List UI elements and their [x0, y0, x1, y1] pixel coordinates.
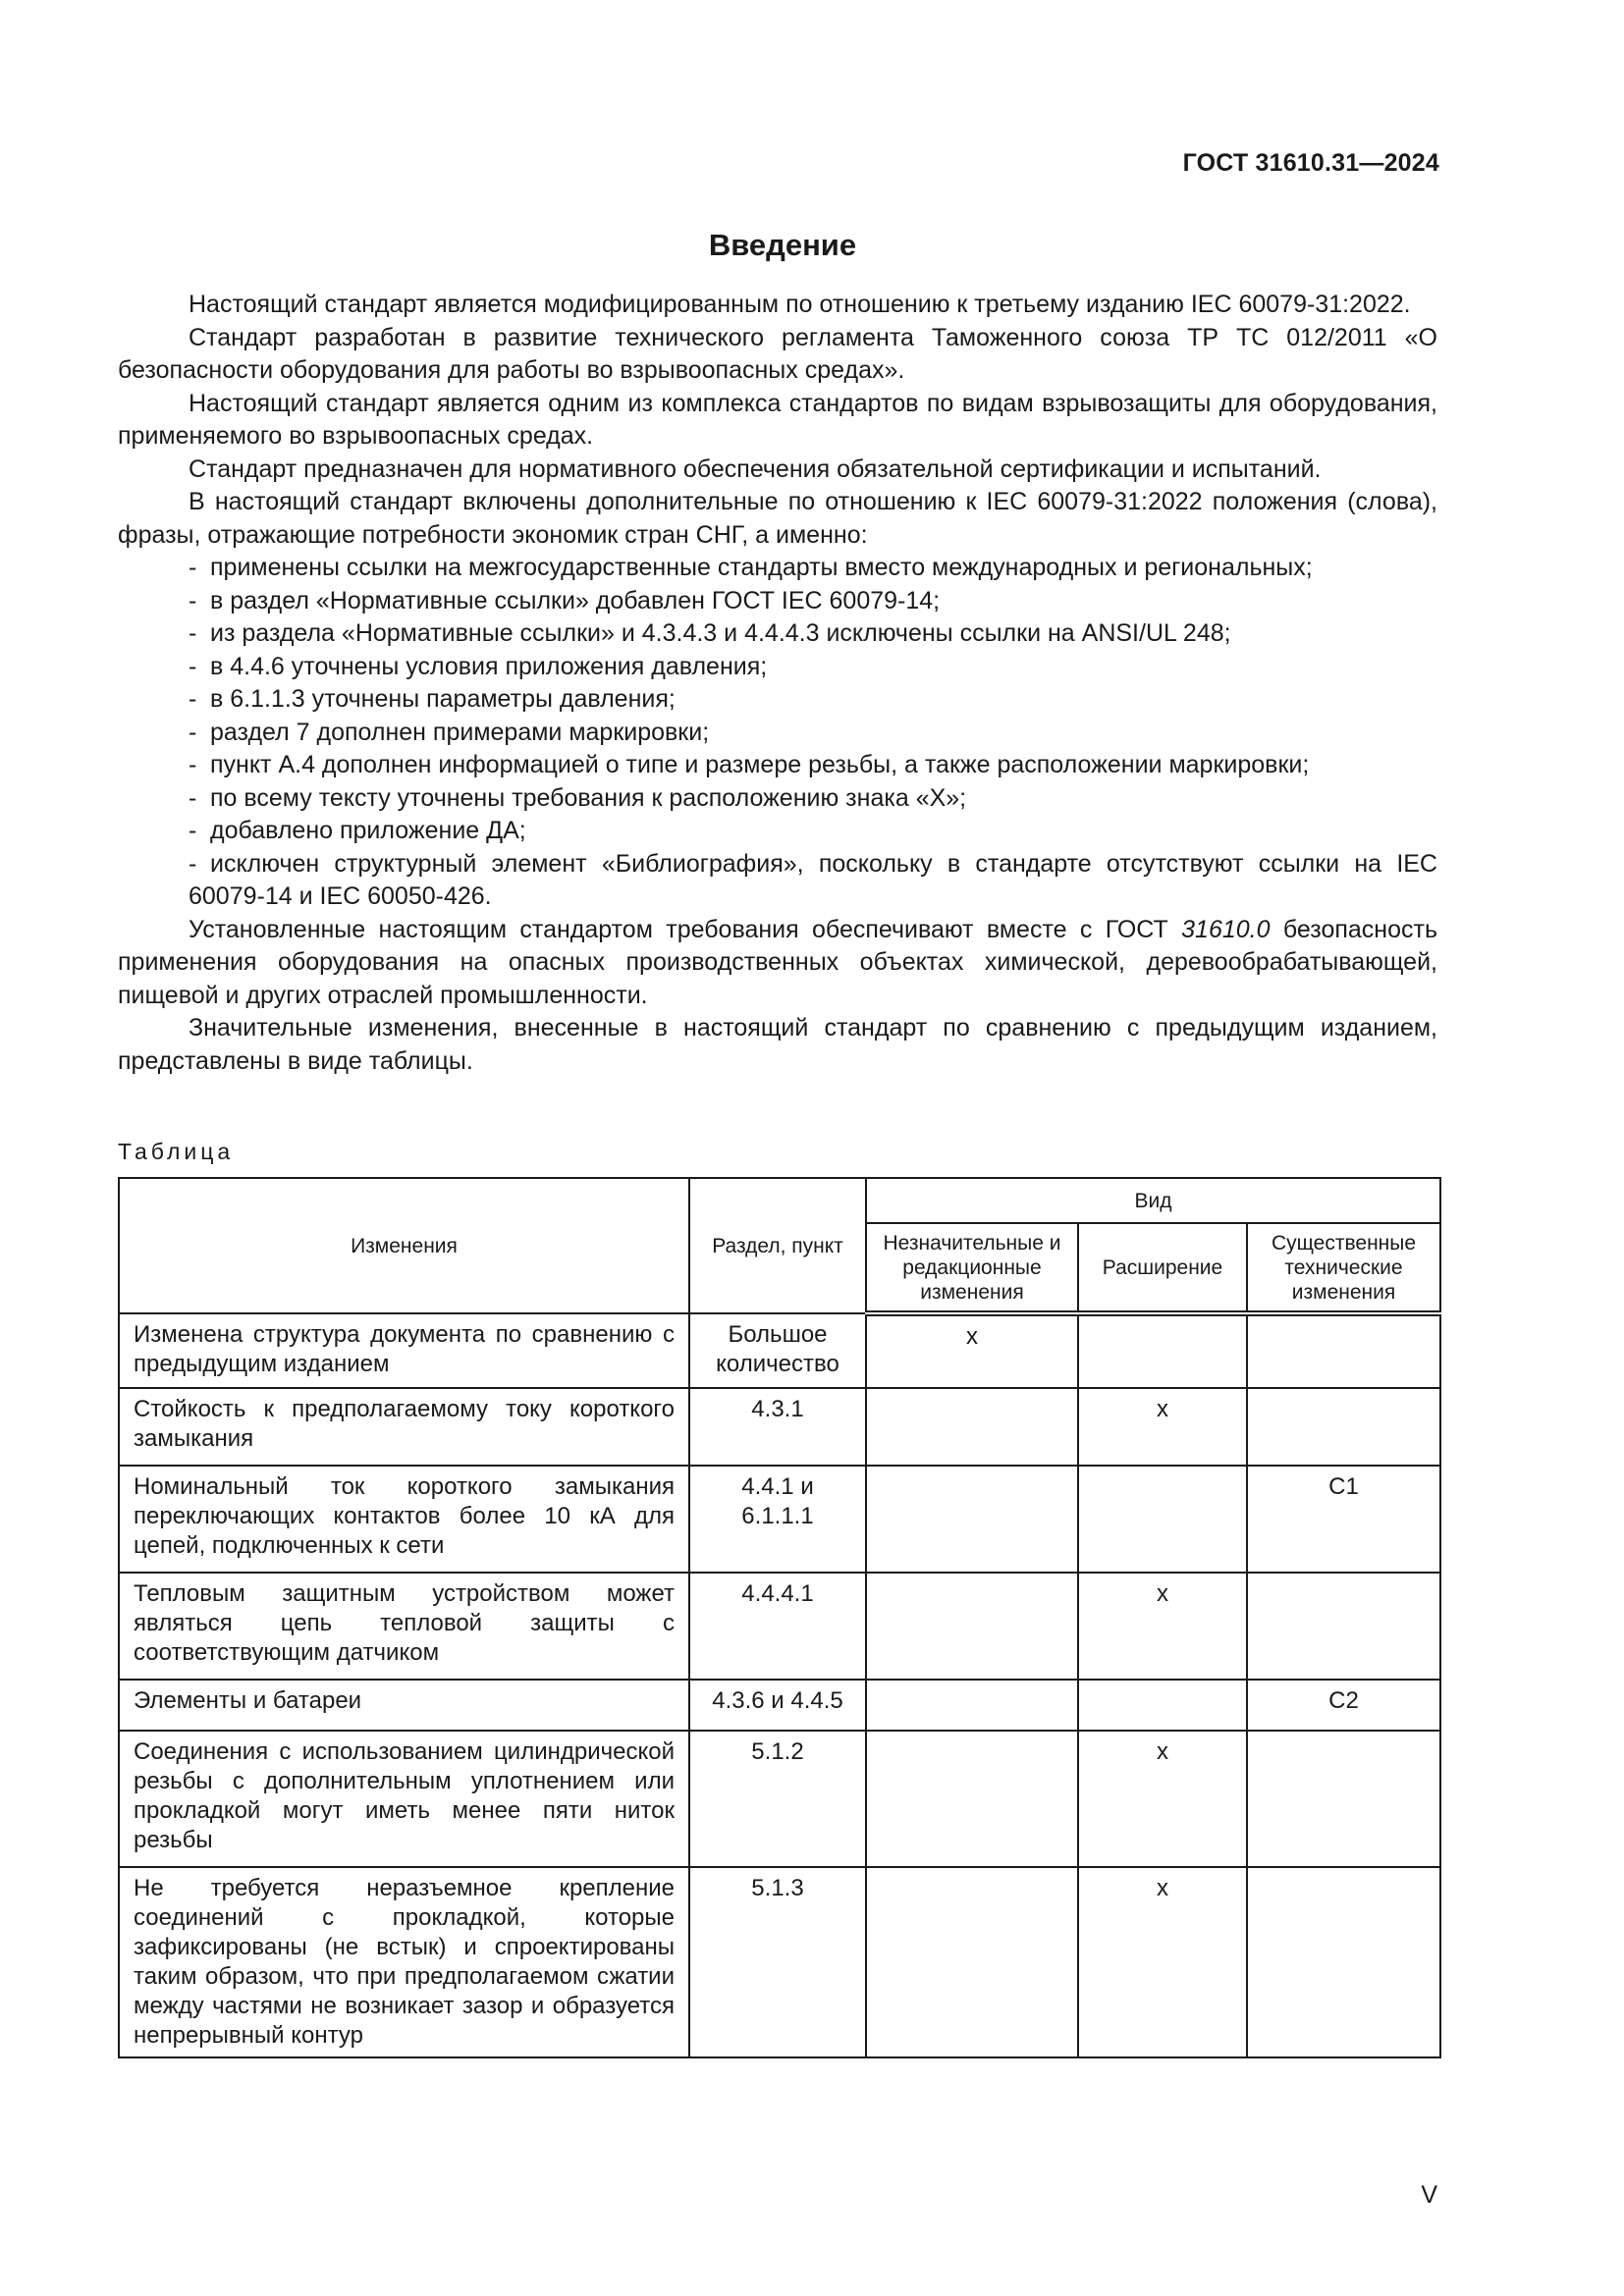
dash-bullet: -	[189, 751, 197, 778]
list-item-text: исключен структурный элемент «Библиография», поскольку в стандарте отсутствуют ссылки на IEC 60079-14 и IEC 60050-426.	[189, 849, 1437, 910]
list-item-text: в раздел «Нормативные ссылки» добавлен ГОСТ IEC 60079-14;	[210, 586, 941, 614]
header-extension: Расширение	[1078, 1223, 1247, 1313]
cell-minor	[866, 1867, 1078, 2057]
list-item-text: применены ссылки на межгосударственные стандарты вместо международных и региональных;	[210, 554, 1313, 581]
table-row	[119, 1388, 1440, 1466]
list-item-text: в 6.1.1.3 уточнены параметры давления;	[210, 685, 676, 713]
paragraph-text: безопасность применения оборудования на опасных производственных объектах химической, деревообрабатывающей, пищевой и других отраслей промышленности.	[118, 915, 1437, 1009]
list-item	[118, 717, 1437, 750]
paragraph: Значительные изменения, внесенные в настоящий стандарт по сравнению с предыдущим изданием, представлены в виде таблицы.	[118, 1014, 1437, 1075]
dash-bullet: -	[189, 619, 197, 647]
cell-major	[1247, 1388, 1440, 1466]
cell-change: Изменена структура документа по сравнению с предыдущим изданием	[119, 1313, 689, 1388]
dash-bullet: -	[189, 849, 197, 878]
cell-minor: x	[866, 1313, 1078, 1388]
paragraph	[118, 914, 1437, 1013]
cell-section: 5.1.2	[689, 1731, 866, 1867]
cell-major	[1247, 1731, 1440, 1867]
cell-section: 5.1.3	[689, 1867, 866, 2057]
cell-extension: x	[1078, 1573, 1247, 1680]
cell-change: Номинальный ток короткого замыкания переключающих контактов более 10 кА для цепей, подключенных к сети	[119, 1466, 689, 1573]
dash-bullet: -	[189, 718, 197, 746]
cell-major: С2	[1247, 1680, 1440, 1731]
standard-reference: 31610.0	[1181, 915, 1271, 943]
dash-bullet: -	[189, 783, 197, 812]
list-item	[118, 848, 1437, 914]
paragraph-text: Установленные настоящим стандартом требования обеспечивают вместе с ГОСТ	[189, 915, 1182, 943]
cell-minor	[866, 1731, 1078, 1867]
list-item	[118, 617, 1437, 651]
header-changes: Изменения	[119, 1178, 689, 1313]
dash-bullet: -	[189, 586, 197, 614]
cell-change: Тепловым защитным устройством может являться цепь тепловой защиты с соответствующим датчиком	[119, 1573, 689, 1680]
paragraph: Стандарт предназначен для нормативного обеспечения обязательной сертификации и испытаний.	[189, 454, 1322, 483]
cell-major	[1247, 1313, 1440, 1388]
cell-extension	[1078, 1313, 1247, 1388]
cell-change: Соединения с использованием цилиндрической резьбы с дополнительным уплотнением или прокладкой могут иметь менее пяти ниток резьбы	[119, 1731, 689, 1867]
cell-section: Большое количество	[689, 1313, 866, 1388]
page-number: V	[1421, 2181, 1437, 2209]
table-row	[119, 1731, 1440, 1867]
list-item	[118, 749, 1437, 782]
list-item	[118, 815, 1437, 848]
dash-bullet: -	[189, 652, 197, 680]
cell-major	[1247, 1573, 1440, 1680]
cell-extension: x	[1078, 1731, 1247, 1867]
cell-major	[1247, 1867, 1440, 2057]
table-row	[119, 1573, 1440, 1680]
cell-section: 4.3.1	[689, 1388, 866, 1466]
cell-section: 4.3.6 и 4.4.5	[689, 1680, 866, 1731]
paragraph: В настоящий стандарт включены дополнительные по отношению к IEC 60079-31:2022 положения (слова), фразы, отражающие потребности экономик стран СНГ, а именно:	[118, 488, 1437, 549]
header-kind: Вид	[866, 1178, 1440, 1223]
cell-extension	[1078, 1466, 1247, 1573]
list-item	[118, 552, 1437, 585]
list-item-text: пункт А.4 дополнен информацией о типе и размере резьбы, а также расположении маркировки;	[210, 751, 1310, 778]
dash-bullet: -	[189, 554, 197, 581]
paragraph: Настоящий стандарт является модифицированным по отношению к третьему изданию IEC 60079-31:2022.	[189, 291, 1411, 318]
cell-extension: x	[1078, 1388, 1247, 1466]
header-section: Раздел, пункт	[689, 1178, 866, 1313]
cell-section: 4.4.1 и 6.1.1.1	[689, 1466, 866, 1573]
cell-change: Не требуется неразъемное крепление соединений с прокладкой, которые зафиксированы (не встык) и спроектированы таким образом, что при предполагаемом сжатии между частями не возникает зазор и образуется непрерывный контур	[119, 1867, 689, 2057]
cell-section: 4.4.4.1	[689, 1573, 866, 1680]
introduction-body	[118, 289, 1437, 1078]
list-item	[118, 782, 1437, 816]
document-id: ГОСТ 31610.31—2024	[1182, 149, 1439, 177]
table-row	[119, 1466, 1440, 1573]
cell-minor	[866, 1573, 1078, 1680]
list-item	[118, 651, 1437, 684]
cell-minor	[866, 1466, 1078, 1573]
cell-change: Стойкость к предполагаемому току короткого замыкания	[119, 1388, 689, 1466]
header-major: Существенные технические изменения	[1247, 1223, 1440, 1313]
cell-minor	[866, 1680, 1078, 1731]
cell-major: С1	[1247, 1466, 1440, 1573]
amendment-list	[118, 552, 1437, 914]
table-caption: Таблица	[118, 1139, 235, 1164]
list-item	[118, 585, 1437, 618]
list-item-text: в 4.4.6 уточнены условия приложения давления;	[210, 652, 768, 680]
cell-extension: x	[1078, 1867, 1247, 2057]
list-item-text: раздел 7 дополнен примерами маркировки;	[210, 718, 710, 746]
list-item	[118, 683, 1437, 717]
cell-change: Элементы и батареи	[119, 1680, 689, 1731]
dash-bullet: -	[189, 817, 197, 844]
list-item-text: по всему тексту уточнены требования к расположению знака «Х»;	[210, 783, 967, 812]
table-row	[119, 1680, 1440, 1731]
cell-extension	[1078, 1680, 1247, 1731]
dash-bullet: -	[189, 685, 197, 713]
table-body	[119, 1313, 1440, 2057]
list-item-text: из раздела «Нормативные ссылки» и 4.3.4.3 и 4.4.4.3 исключены ссылки на ANSI/UL 248;	[210, 619, 1231, 647]
paragraph: Стандарт разработан в развитие технического регламента Таможенного союза ТР ТС 012/2011 «О безопасности оборудования для работы во взрывоопасных средах».	[118, 323, 1437, 384]
list-item-text: добавлено приложение ДА;	[210, 817, 526, 844]
changes-table	[118, 1177, 1441, 2058]
table-row	[119, 1313, 1440, 1388]
section-title: Введение	[708, 228, 857, 262]
header-minor: Незначительные и редакционные изменения	[866, 1223, 1078, 1313]
paragraph: Настоящий стандарт является одним из комплекса стандартов по видам взрывозащиты для оборудования, применяемого во взрывоопасных средах.	[118, 389, 1437, 450]
table-row	[119, 1867, 1440, 2057]
cell-minor	[866, 1388, 1078, 1466]
